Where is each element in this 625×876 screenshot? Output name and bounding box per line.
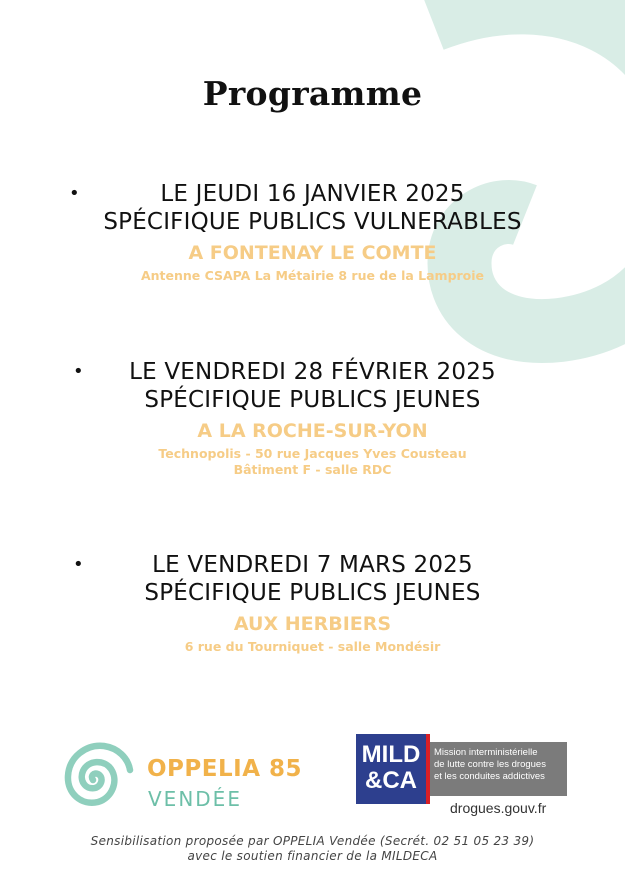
event-date-line bbox=[0, 358, 625, 386]
event-public: SPÉCIFIQUE PUBLICS VULNERABLES bbox=[103, 209, 522, 235]
oppelia-spiral-logo-icon bbox=[52, 732, 134, 818]
mildeca-mission-text bbox=[430, 742, 567, 796]
event-item bbox=[0, 180, 625, 284]
event-item bbox=[0, 358, 625, 478]
footer-line: Sensibilisation proposée par OPPELIA Vendée (Secrét. 02 51 05 23 39) bbox=[90, 834, 535, 848]
mildeca-url: drogues.gouv.fr bbox=[450, 800, 547, 816]
event-date: LE VENDREDI 7 MARS 2025 bbox=[152, 552, 473, 578]
event-address: Bâtiment F - salle RDC bbox=[233, 462, 392, 477]
event-address: Technopolis - 50 rue Jacques Yves Cousteau bbox=[158, 446, 467, 461]
mission-line: de lutte contre les drogues bbox=[434, 759, 546, 770]
footer bbox=[0, 834, 625, 864]
oppelia-name: OPPELIA 85 bbox=[147, 756, 303, 782]
event-date-line bbox=[0, 180, 625, 208]
mildeca-logo bbox=[356, 734, 426, 804]
event-date: LE VENDREDI 28 FÉVRIER 2025 bbox=[129, 359, 496, 385]
page-title: Programme bbox=[202, 74, 423, 113]
mildeca-logo-line2: &CA bbox=[365, 767, 417, 794]
bullet-icon: • bbox=[69, 183, 80, 204]
event-address: 6 rue du Tourniquet - salle Mondésir bbox=[184, 639, 441, 654]
event-address: Antenne CSAPA La Métairie 8 rue de la Lamproie bbox=[140, 268, 485, 283]
footer-line: avec le soutien financier de la MILDECA bbox=[187, 849, 438, 863]
bullet-icon: • bbox=[73, 554, 84, 575]
event-place: A LA ROCHE-SUR-YON bbox=[197, 420, 428, 442]
mildeca-logo-line1: MILD bbox=[361, 741, 421, 768]
event-date-line bbox=[0, 551, 625, 579]
event-public: SPÉCIFIQUE PUBLICS JEUNES bbox=[144, 580, 481, 606]
oppelia-region: VENDÉE bbox=[148, 787, 242, 811]
mission-line: Mission interministérielle bbox=[434, 747, 538, 758]
event-item bbox=[0, 551, 625, 655]
bullet-icon: • bbox=[73, 361, 84, 382]
event-date: LE JEUDI 16 JANVIER 2025 bbox=[160, 181, 465, 207]
event-public: SPÉCIFIQUE PUBLICS JEUNES bbox=[144, 387, 481, 413]
event-place: AUX HERBIERS bbox=[233, 613, 392, 635]
mission-line: et les conduites addictives bbox=[434, 771, 545, 782]
event-place: A FONTENAY LE COMTE bbox=[188, 242, 437, 264]
